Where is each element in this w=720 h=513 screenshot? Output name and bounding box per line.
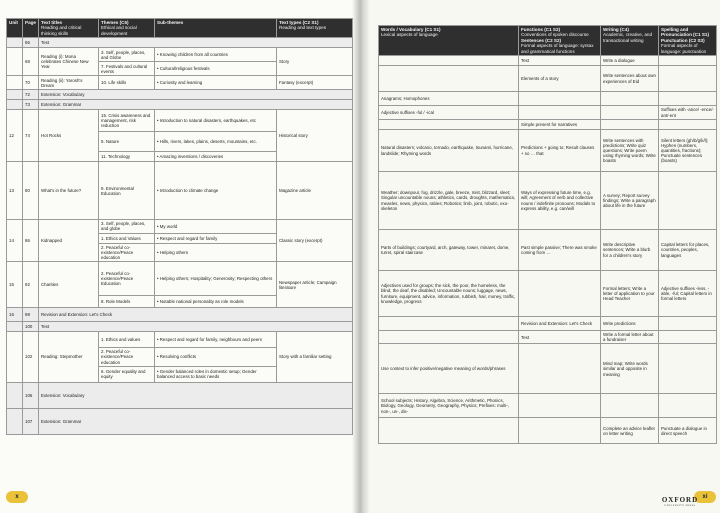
- table-row: 106 Extension: Vocabulary: [7, 382, 353, 408]
- table-row: Use context to infer positive/negative meaning of words/phrases Mind map; Write words similar and opposite in meaning: [379, 344, 717, 394]
- table-row: Revision and Extension: Let's Check Write predictions: [379, 317, 717, 331]
- table-row: 107 Extension: Grammar: [7, 408, 353, 434]
- table-row: 66 Test: [7, 38, 353, 48]
- table-row: Anagrams; Homophones: [379, 92, 717, 106]
- right-page-number: xi: [694, 491, 716, 503]
- table-row: 2. Peaceful co-existence/Peace education • Resolving conflicts: [7, 348, 353, 367]
- table-row: 72 Extension: Vocabulary: [7, 90, 353, 100]
- table-row: 12 74 Hot Rocks 15. Crisis awareness and management, risk reduction • Introduction to natural disasters, earthquakes, etc Historical story: [7, 110, 353, 132]
- table-row: 15 92 Charities 2. Peaceful co-existence/Peace Education • Helping others; Hospitality; Generosity; Respecting others Newspaper article; Campaign literature: [7, 262, 353, 296]
- left-syllabus-table: [6, 18, 353, 435]
- header-subthemes: Sub-themes: [155, 19, 277, 38]
- right-page: [360, 0, 720, 513]
- header-functions: Functions (C1 S2) Conventions of spoken discourse Sentences (C2 S2) Formal aspects of language: syntax and grammatical functions: [519, 26, 601, 56]
- table-row: 16 98 Revision and Extension: Let's Check: [7, 308, 353, 322]
- header-spelling: Spelling and Pronunciation (C1 S1) Punctuation (C2 S3) Formal aspects of language: punctuation: [659, 26, 717, 56]
- table-row: School subjects; History, Algebra, Science, Arithmetic, Phonics, Biology, Geology, Geometry, Geography, Physics; Prefixes: multi-, non-, un-, dis-: [379, 394, 717, 418]
- table-row: 102 Reading: Stepmother 1. Ethics and values • Respect and regard for family, neighbours and peers Story with a familiar setting: [7, 332, 353, 348]
- table-row: 73 Extension: Grammar: [7, 100, 353, 110]
- table-row: 100 Test: [7, 322, 353, 332]
- table-row: Natural disasters; volcano, tornado, earthquake, tsunami, hurricane, landslide; Rhyming words Predictions + going to; Result clauses + so … that Write sentences with predictions; Write quiz questions; Write poem using rhyming words; Write boasts Silent letters (gh/b/g/k/l); Hyphen (numbers, quantities, fractions); Punctuate sentences (boasts): [379, 130, 717, 172]
- left-header-row: [7, 19, 353, 38]
- table-row: Adjective suffixes -ful / -ical Suffixes with -ance/ -ence/-ant/-ent: [379, 106, 717, 120]
- header-page: Page: [23, 19, 39, 38]
- header-words: Words / Vocabulary (C1 S1) Lexical aspects of language: [379, 26, 519, 56]
- header-themes: Themes (C5) Ethical and social development: [99, 19, 155, 38]
- table-row: Simple present for narratives: [379, 120, 717, 130]
- table-row: 5. Nature • Hills, rivers, lakes, plains, deserts, mountains, etc.: [7, 132, 353, 152]
- table-row: Complete an advice leaflet on letter writing Punctuate a dialogue in direct speech: [379, 418, 717, 444]
- header-text-titles: Text titles Reading and critical thinking skills: [39, 19, 99, 38]
- right-header-row: [379, 26, 717, 56]
- table-row: 2. Peaceful co-existence/Peace education • Helping others: [7, 243, 353, 262]
- table-row: 6. Gender equality and equity • Gender balanced roles in domestic setup; Gender balanced access to basic needs: [7, 366, 353, 382]
- table-row: 68 Reading (i): Mona celebrates Chinese New Year 3. Self, people, places, and Globe • Knowing children from all countries Story: [7, 48, 353, 62]
- left-page-number: x: [6, 491, 28, 503]
- table-row: 13 80 What's in the future? 9. Environmental Education • Introduction to climate change Magazine article: [7, 162, 353, 220]
- table-row: Parts of buildings; courtyard, arch, gateway, tower, minaret, dome, turret, spiral staircase Past simple passive; There was smoke coming from … Write descriptive sentences; Write a blurb for a children's story Capital letters for places, countries, peoples, languages: [379, 230, 717, 271]
- publisher-logo: OXFORD UNIVERSITY PRESS: [661, 496, 699, 507]
- table-row: Test Write a formal letter about a fundraiser: [379, 331, 717, 344]
- header-writing: Writing (C4) Academic, creative, and transactional writing: [601, 26, 659, 56]
- table-row: 8. Role Models • Notable national personality as role models: [7, 296, 353, 308]
- table-row: Test Write a dialogue: [379, 56, 717, 66]
- table-row: 11. Technology • Amazing inventions / discoveries: [7, 152, 353, 162]
- table-row: Weather; downpour, fog, drizzle, gale, breeze, mist, blizzard, sleet; Singular uncountable nouns; athletics, cards, droughts, mathematics, measles, news, physics, rabies; Robotics; limb, joint, robotic, exo-skeleton Ways of expressing future time, e.g. will; Agreement of verb and collective nouns / indefinite pronouns; Modals to express ability, e.g. can/will A survey; Report survey findings; Write a paragraph about life in the future: [379, 172, 717, 230]
- book-fold-shadow: [352, 0, 370, 513]
- table-row: 14 86 Kidnapped 3. Self, people, places, and globe • My world Classic story (excerpt): [7, 220, 353, 233]
- table-row: 7. Festivals and cultural events • Cultural/religious festivals: [7, 62, 353, 76]
- table-row: 1. Ethics and Values • Respect and regard for family: [7, 233, 353, 243]
- right-syllabus-table: [378, 25, 717, 444]
- table-row: 70 Reading (ii): Yarosh's Dream 10. Life skills • Curiosity and learning Fantasy (excerpt): [7, 76, 353, 90]
- table-row: Elements of a story Write sentences about own experiences of Eid: [379, 66, 717, 92]
- table-row: Adjectives used for groups; the sick, the poor, the homeless, the blind, the deaf, the disabled; Uncountable nouns; luggage, news, furniture, equipment, advice, information, rubbish, hair, money, traffic, knowledge, progress Formal letters; Write a letter of application to your Head Teacher Adjective suffixes -less, -able, -ful; Capital letters in formal letters: [379, 271, 717, 317]
- header-unit: Unit: [7, 19, 23, 38]
- header-text-types: Text types (C2 S1) Reading and text types: [277, 19, 353, 38]
